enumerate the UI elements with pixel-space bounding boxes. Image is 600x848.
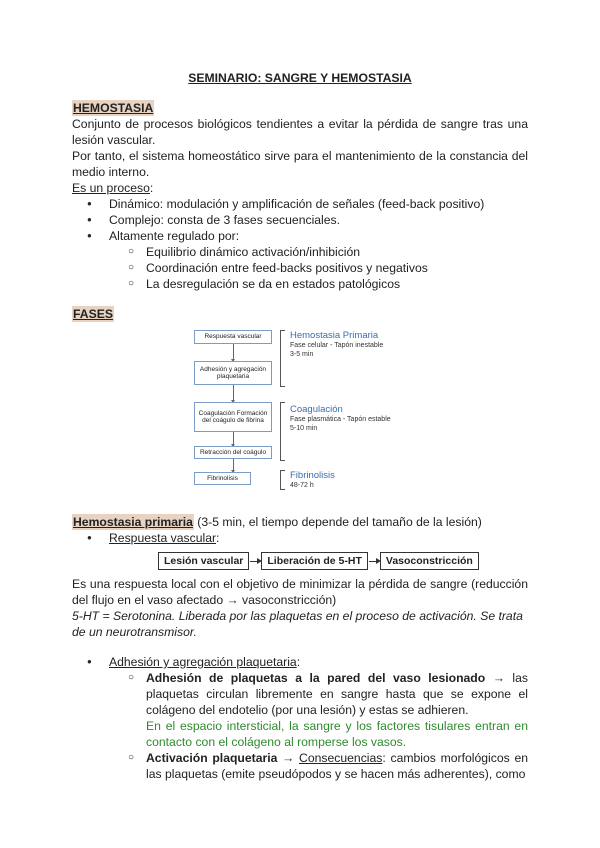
diagram-box-retraccion: Retracción del coágulo — [194, 446, 272, 459]
phase-label-primaria — [290, 330, 383, 359]
consecuencias-label: Consecuencias — [299, 751, 383, 765]
document-page — [72, 70, 528, 782]
list-item: ● Complejo: consta de 3 fases secuenciales. — [72, 212, 528, 228]
phase-subtitle: Fase celular - Tapón inestable — [290, 342, 384, 349]
respuesta-vascular-chain — [158, 552, 528, 570]
diagram-arrow — [233, 432, 234, 444]
activacion-bold: Activación plaquetaria — [146, 751, 278, 765]
chain-box-vasoconstriccion: Vasoconstricción — [380, 552, 479, 570]
respuesta-local-paragraph: Es una respuesta local con el objetivo de minimizar la pérdida de sangre (reducción del flujo en el vaso afectado → vasoconstricción) — [72, 577, 528, 607]
hemostasia-section — [72, 100, 528, 292]
list-item — [72, 654, 528, 670]
sub-list-item: ○ Coordinación entre feed-backs positivos y negativos — [72, 260, 528, 276]
bracket-fibrinolisis — [280, 470, 285, 490]
phase-title: Coagulación — [290, 404, 343, 415]
respuesta-vascular-label: Respuesta vascular — [109, 531, 217, 545]
primaria-bullet-list-2 — [72, 654, 528, 670]
diagram-box-adhesion: Adhesión y agregación plaquetaria — [194, 361, 272, 385]
primaria-bullet-list-1 — [72, 530, 528, 546]
diagram-box-respuesta-vascular: Respuesta vascular — [194, 330, 272, 344]
hemostasia-paragraph-1: Conjunto de procesos biológicos tendientes a evitar la pérdida de sangre tras una lesión vascular. — [72, 117, 528, 147]
regulacion-sub-list — [72, 244, 528, 292]
activacion-arrow: → — [277, 751, 300, 765]
sub-list-item — [72, 750, 528, 782]
chain-box-liberacion: Liberación de 5-HT — [261, 552, 368, 570]
phase-label-fibrinolisis — [290, 470, 335, 490]
chain-arrow — [250, 561, 260, 562]
respuesta-vascular-colon: : — [216, 531, 220, 545]
proceso-colon: : — [149, 181, 154, 195]
fases-heading: FASES — [73, 307, 113, 321]
primaria-heading-rest: (3-5 min, el tiempo depende del tamaño de la lesión) — [193, 515, 482, 529]
primaria-heading-line — [72, 514, 528, 530]
sub-list-item: ○ La desregulación se da en estados patológicos — [72, 276, 528, 292]
sub-list-item: ○ Equilibrio dinámico activación/inhibición — [72, 244, 528, 260]
phase-title: Hemostasia Primaria — [290, 330, 379, 341]
list-item: ● Dinámico: modulación y amplificación de señales (feed-back positivo) — [72, 196, 528, 212]
serotonina-note: 5-HT = Serotonina. Liberada por las plaquetas en el proceso de activación. Se trata de un neurotransmisor. — [72, 609, 523, 639]
proceso-bullet-list — [72, 196, 528, 244]
list-item: ● Altamente regulado por: — [72, 228, 528, 244]
adhesion-label: Adhesión y agregación plaquetaria — [109, 655, 297, 669]
diagram-arrow — [233, 344, 234, 359]
proceso-line — [72, 180, 528, 196]
adhesion-colon: : — [296, 655, 301, 669]
adhesion-green-note: En el espacio intersticial, la sangre y los factores tisulares entran en contacto con el colágeno al romperse los vasos. — [146, 719, 528, 749]
phase-duration: 48-72 h — [290, 482, 314, 489]
diagram-box-coagulacion: Coagulación Formación del coágulo de fibrina — [194, 402, 272, 432]
diagram-arrow — [233, 459, 234, 470]
chain-arrow — [369, 561, 379, 562]
primaria-section — [72, 514, 528, 782]
list-item — [72, 530, 528, 546]
bracket-primaria — [280, 330, 285, 387]
hemostasia-paragraph-2: Por tanto, el sistema homeostático sirve para el mantenimiento de la constancia del medio interno. — [72, 149, 528, 179]
adhesion-sub-list — [72, 670, 528, 782]
activacion-text: : cambios morfológicos en las plaquetas (emite pseudópodos y se hacen más adherentes), como — [146, 751, 528, 781]
diagram-arrow — [233, 385, 234, 400]
phase-duration: 3-5 min — [290, 351, 314, 358]
fases-section — [72, 306, 528, 514]
hemostasia-heading: HEMOSTASIA — [73, 101, 154, 115]
sub-list-item — [72, 670, 528, 750]
phase-duration: 5-10 min — [290, 425, 318, 432]
diagram-box-fibrinolisis: Fibrinolisis — [194, 472, 251, 485]
phase-subtitle: Fase plasmática - Tapón estable — [290, 416, 391, 423]
phase-label-coagulacion — [290, 404, 391, 433]
adhesion-bold: Adhesión de plaquetas a la pared del vaso lesionado — [146, 671, 486, 685]
fases-diagram — [72, 328, 528, 514]
bracket-coagulacion — [280, 402, 285, 461]
document-title: SEMINARIO: SANGRE Y HEMOSTASIA — [188, 71, 412, 85]
phase-title: Fibrinolisis — [290, 470, 335, 481]
primaria-heading: Hemostasia primaria — [73, 515, 193, 529]
proceso-label: Es un proceso — [72, 181, 150, 195]
adhesion-text: → las plaquetas circulan libremente en sangre hasta que se expone el colágeno del endotelio (por una lesión) y estas se adhieren. — [146, 671, 528, 717]
chain-box-lesion: Lesión vascular — [158, 552, 249, 570]
